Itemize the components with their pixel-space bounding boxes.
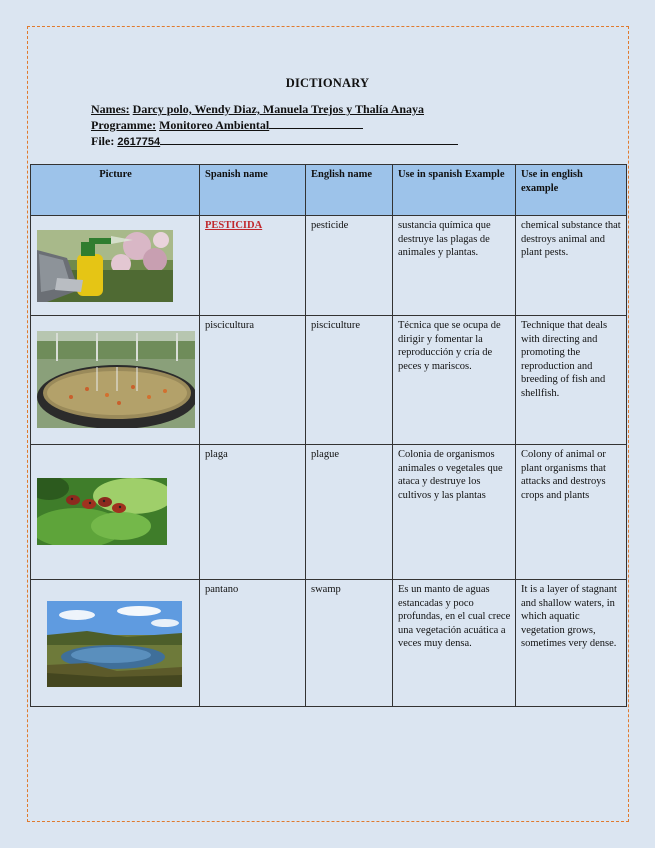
programme-label: Programme: — [91, 118, 157, 132]
use-english-cell: Technique that deals with directing and promoting the reproduction and breeding of fish and shellfish. — [516, 316, 627, 445]
file-label: File: — [91, 134, 115, 148]
spanish-name-cell: piscicultura — [200, 316, 306, 445]
use-spanish-cell: Técnica que se ocupa de dirigir y fomentar la reproducción y cría de peces y mariscos. — [393, 316, 516, 445]
file-value: 2617754 — [117, 136, 161, 148]
header-spanish-name: Spanish name — [200, 165, 306, 216]
dictionary-table — [30, 164, 627, 707]
table-row — [31, 580, 627, 707]
programme-line — [91, 118, 363, 133]
spanish-name-cell — [200, 216, 306, 316]
use-spanish-cell: sustancia química que destruye las plagas de animales y plantas. — [393, 216, 516, 316]
picture-cell — [31, 316, 200, 445]
use-english-cell: Colony of animal or plant organisms that attacks and destroys crops and plants — [516, 445, 627, 580]
english-name-cell: plague — [306, 445, 393, 580]
programme-value: Monitoreo Ambiental — [159, 118, 270, 132]
english-name-cell: swamp — [306, 580, 393, 707]
names-line — [91, 102, 424, 117]
table-row — [31, 445, 627, 580]
picture-cell — [31, 580, 200, 707]
swamp-landscape-photo — [47, 601, 182, 687]
use-english-cell: It is a layer of stagnant and shallow waters, in which aquatic vegetation grows, sometimes very dense. — [516, 580, 627, 707]
picture-cell — [31, 216, 200, 316]
fish-farming-tank-photo — [37, 331, 195, 428]
english-name-cell: pesticide — [306, 216, 393, 316]
file-line — [91, 134, 458, 149]
term-link-pesticida[interactable]: PESTICIDA — [205, 220, 263, 231]
pesticide-spray-photo — [37, 230, 173, 302]
beetles-on-leaf-photo — [37, 478, 167, 545]
table-row — [31, 216, 627, 316]
table-row — [31, 316, 627, 445]
header-english-name: English name — [306, 165, 393, 216]
file-rule — [160, 134, 458, 145]
use-spanish-cell: Colonia de organismos animales o vegetales que ataca y destruye los cultivos y las plantas — [393, 445, 516, 580]
names-value: Darcy polo, Wendy Diaz, Manuela Trejos y Thalía Anaya — [132, 102, 425, 116]
names-label: Names: — [91, 102, 130, 116]
use-spanish-cell: Es un manto de aguas estancadas y poco profundas, en el cual crece una vegetación acuática a veces muy densa. — [393, 580, 516, 707]
english-name-cell: pisciculture — [306, 316, 393, 445]
document-title: DICTIONARY — [285, 76, 370, 90]
spanish-name-cell: pantano — [200, 580, 306, 707]
programme-rule — [269, 118, 363, 129]
header-use-english: Use in english example — [516, 165, 627, 216]
table-header-row — [31, 165, 627, 216]
spanish-name-cell: plaga — [200, 445, 306, 580]
header-picture: Picture — [31, 165, 200, 216]
use-english-cell: chemical substance that destroys animal and plant pests. — [516, 216, 627, 316]
picture-cell — [31, 445, 200, 580]
header-use-spanish: Use in spanish Example — [393, 165, 516, 216]
